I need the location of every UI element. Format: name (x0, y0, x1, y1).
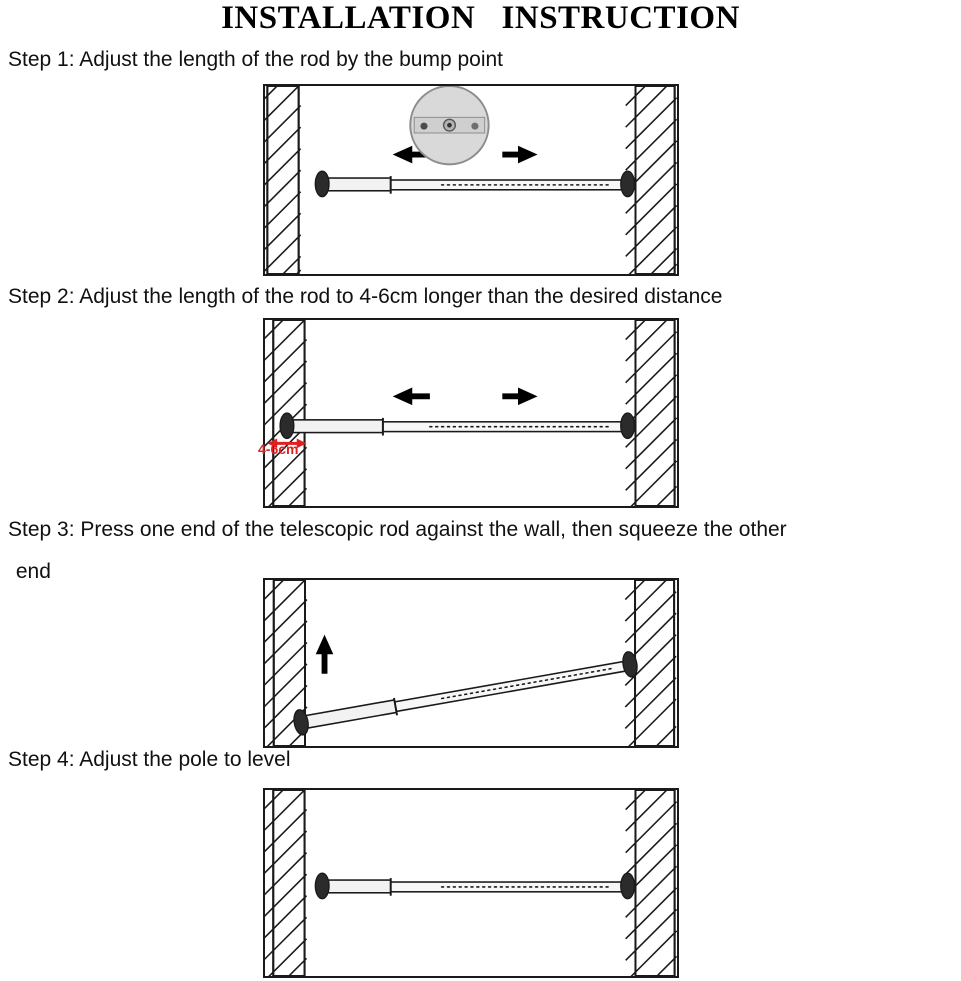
right-wall (626, 320, 677, 506)
telescopic-rod-tilted (292, 651, 639, 736)
measure-label-4-6cm: 4-6cm (258, 441, 299, 457)
step-2-diagram (263, 318, 679, 508)
bump-point-zoom (410, 86, 488, 164)
up-arrow (316, 635, 334, 674)
telescopic-rod (280, 413, 634, 438)
step-2-label: Step 2: Adjust the length of the rod to 4-6cm longer than the desired distance (8, 285, 723, 308)
left-wall (265, 790, 307, 976)
step-4-label: Step 4: Adjust the pole to level (8, 748, 291, 771)
step-3-label: Step 3: Press one end of the telescopic rod against the wall, then squeeze the other (8, 518, 787, 541)
step-3-label-line2: end (10, 560, 51, 583)
left-wall (265, 86, 301, 274)
step-3-diagram (263, 578, 679, 748)
page-title: INSTALLATION INSTRUCTION (221, 0, 740, 36)
right-arrow (502, 388, 537, 406)
telescopic-rod (315, 873, 634, 898)
telescopic-rod (315, 171, 634, 196)
step-1-diagram (263, 84, 679, 276)
step-1-label: Step 1: Adjust the length of the rod by the bump point (8, 48, 504, 71)
right-arrow (502, 146, 537, 164)
left-arrow (393, 388, 430, 406)
step-4-diagram (263, 788, 679, 978)
